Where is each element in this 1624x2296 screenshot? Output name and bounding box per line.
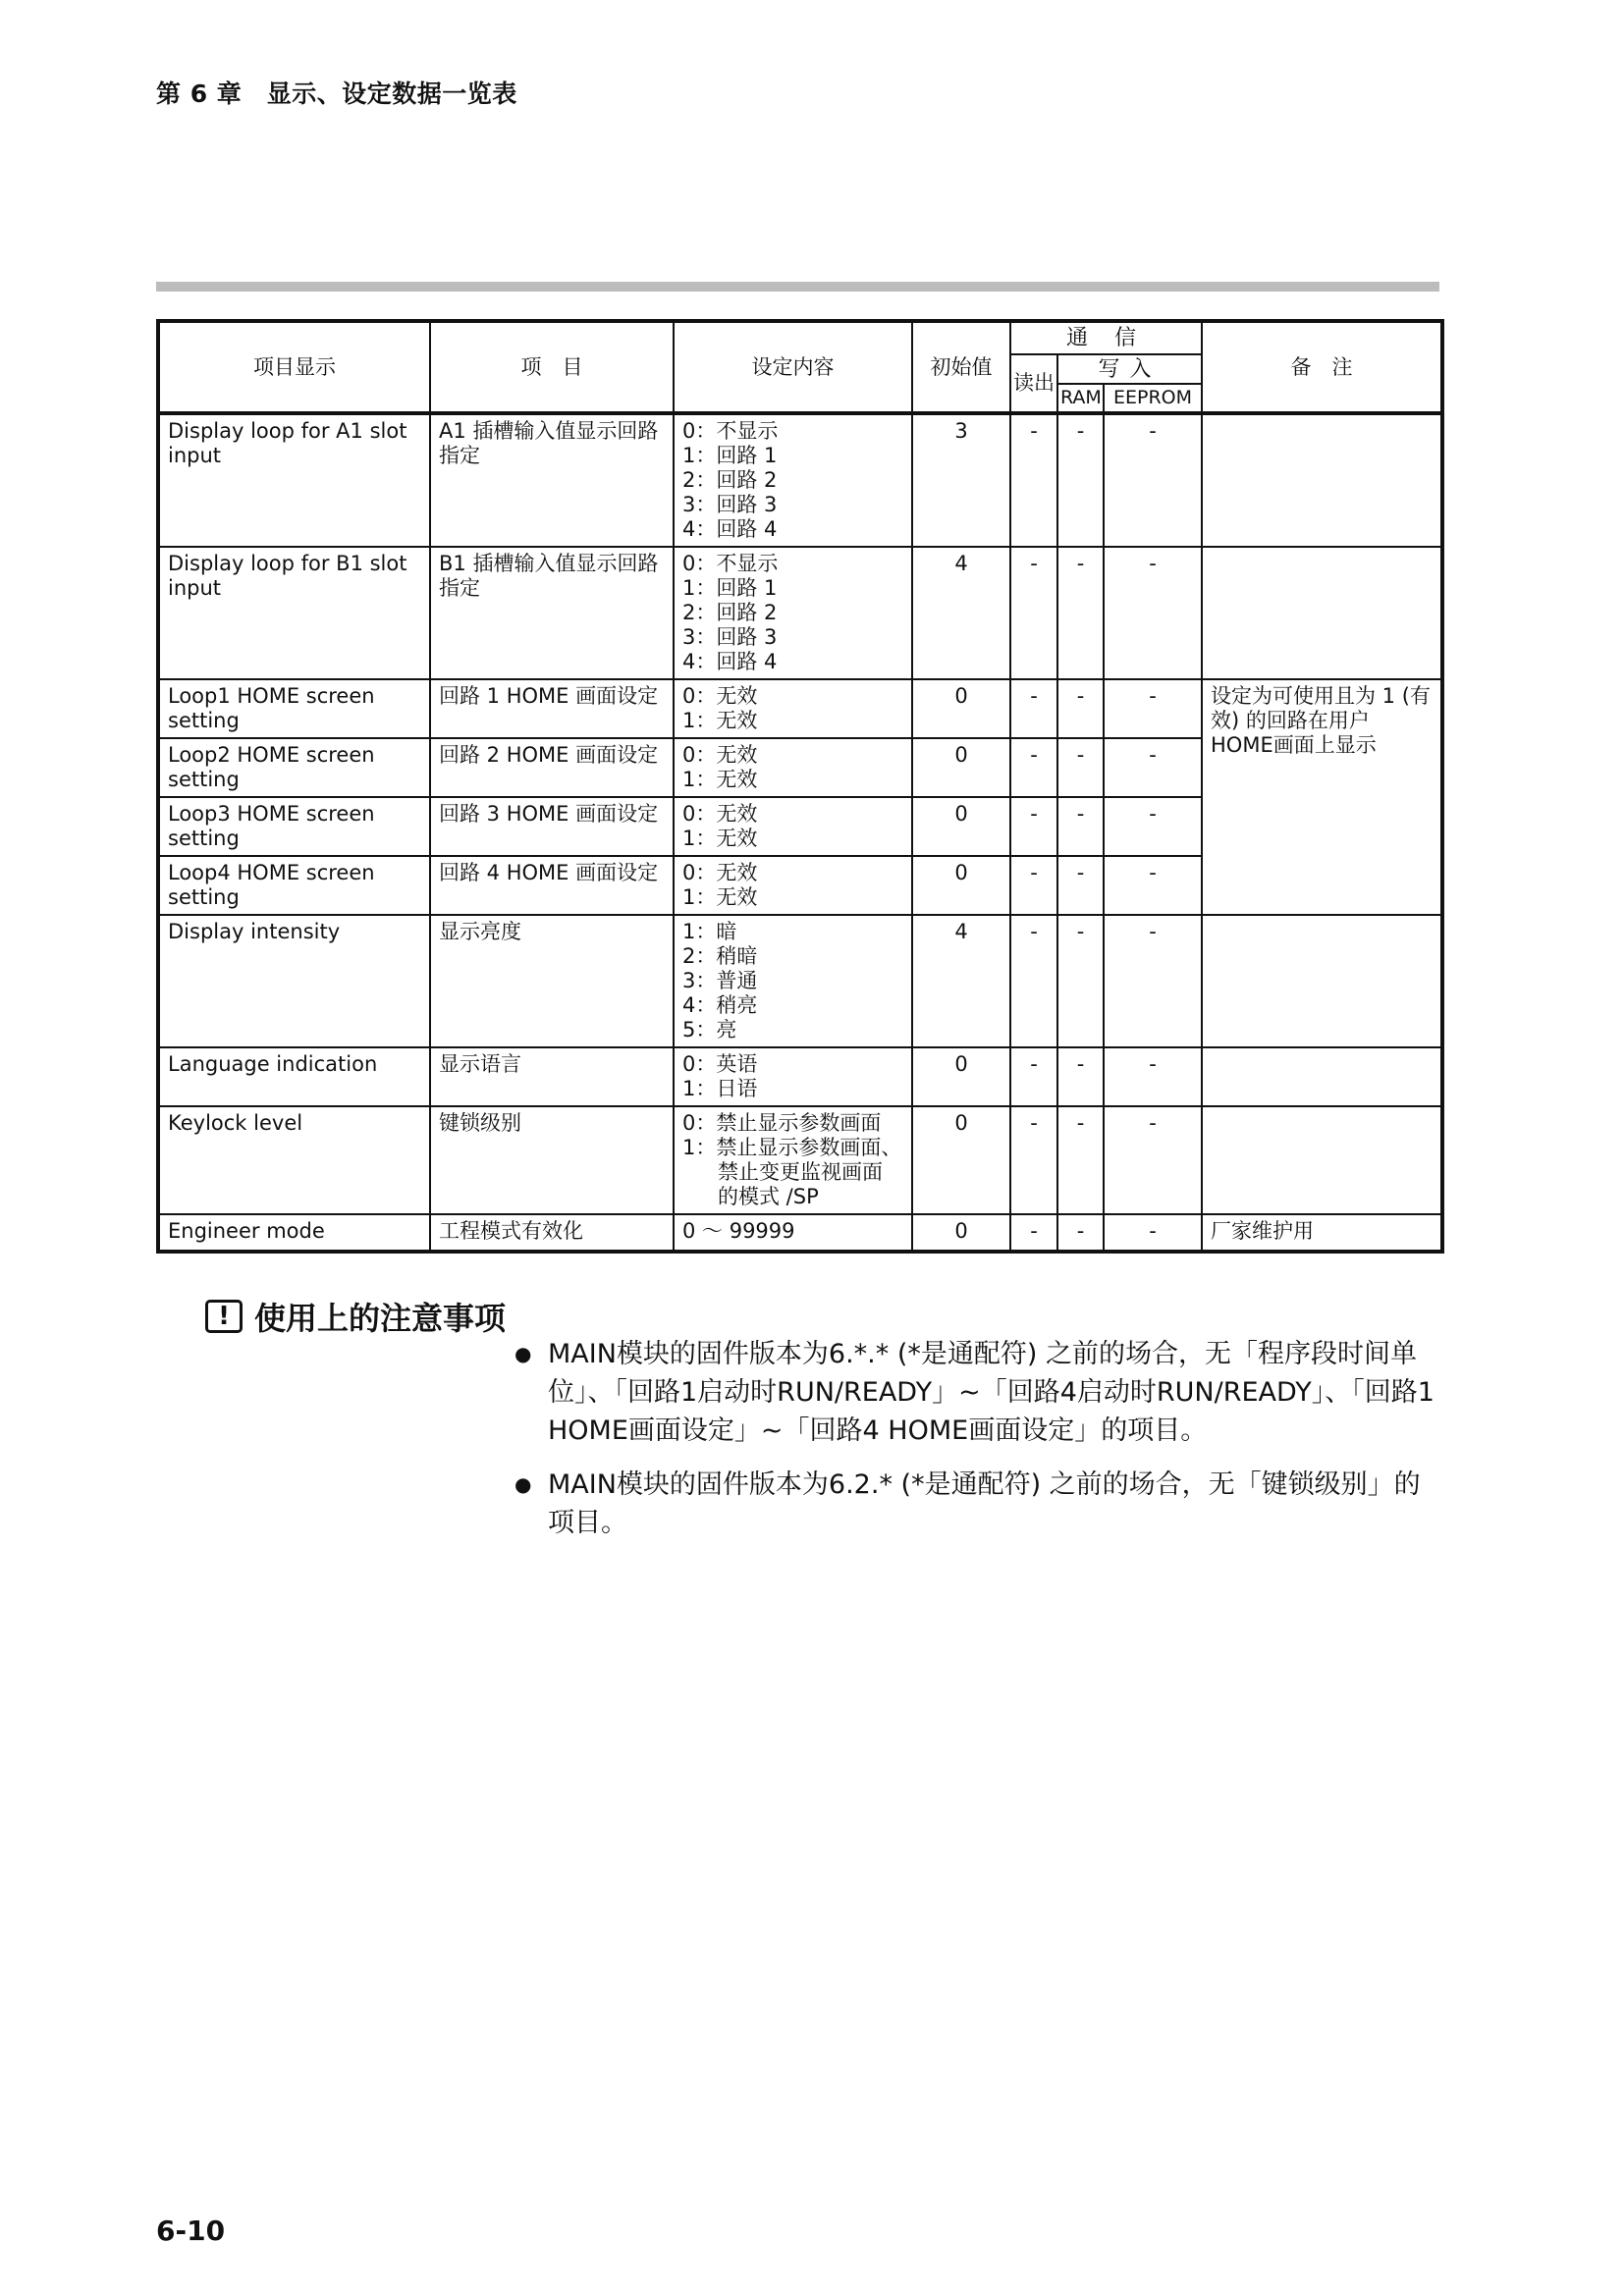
- option-line: 1：无效: [682, 768, 758, 791]
- option-line: 1：回路 1: [682, 444, 778, 467]
- header-write: 写入: [1057, 354, 1202, 384]
- header-item: 项 目: [430, 321, 674, 413]
- cell-display: Loop3 HOME screen setting: [158, 797, 430, 856]
- cell-ram: -: [1057, 1047, 1104, 1106]
- cell-ram: -: [1057, 413, 1104, 547]
- notes-title: 使用上的注意事项: [254, 1300, 507, 1337]
- table-row: [158, 915, 1442, 1047]
- cell-remarks: [1202, 547, 1442, 679]
- cell-options: [674, 1047, 912, 1106]
- cell-eeprom: -: [1104, 1214, 1202, 1252]
- cell-display: Display intensity: [158, 915, 430, 1047]
- cell-options: [674, 797, 912, 856]
- note-text: MAIN模块的固件版本为6.2.* (*是通配符) 之前的场合，无「键锁级别」的项目。: [548, 1469, 1421, 1538]
- option-line: 0：无效: [682, 684, 758, 708]
- cell-options: [674, 547, 912, 679]
- settings-table: [156, 319, 1444, 1254]
- option-line: 3：回路 3: [682, 625, 778, 649]
- cell-display: Display loop for B1 slot input: [158, 547, 430, 679]
- option-line: 1：禁止显示参数画面、: [682, 1136, 902, 1159]
- note-text: MAIN模块的固件版本为6.*.* (*是通配符) 之前的场合，无「程序段时间单位」、「回路1启动时RUN/READY」~「回路4启动时RUN/READY」、「回路1 HOME画面设定」~「回路4 HOME画面设定」的项目。: [548, 1339, 1435, 1446]
- option-line: 禁止变更监视画面: [718, 1160, 883, 1184]
- cell-item: 显示亮度: [430, 915, 674, 1047]
- cell-read: -: [1010, 797, 1057, 856]
- option-line: 5：亮: [682, 1018, 737, 1041]
- list-item: [511, 1466, 1443, 1542]
- cell-options: [674, 738, 912, 797]
- notes-heading: [205, 1294, 506, 1339]
- cell-display: Display loop for A1 slot input: [158, 413, 430, 547]
- cell-eeprom: -: [1104, 738, 1202, 797]
- option-line: 1：暗: [682, 920, 737, 943]
- option-line: 2：回路 2: [682, 468, 778, 492]
- option-line: 4：回路 4: [682, 517, 778, 541]
- section-divider: [156, 282, 1439, 292]
- cell-options: [674, 1214, 912, 1252]
- cell-item: 显示语言: [430, 1047, 674, 1106]
- cell-initial: 0: [912, 679, 1010, 738]
- cell-read: -: [1010, 1047, 1057, 1106]
- option-line: 3：回路 3: [682, 493, 778, 516]
- exclamation-icon: !: [205, 1300, 243, 1333]
- chapter-header: 第 6 章 显示、设定数据一览表: [156, 80, 517, 108]
- cell-initial: 4: [912, 547, 1010, 679]
- cell-display: Language indication: [158, 1047, 430, 1106]
- cell-display: Engineer mode: [158, 1214, 430, 1252]
- header-ram: RAM: [1057, 384, 1104, 413]
- cell-eeprom: -: [1104, 679, 1202, 738]
- cell-ram: -: [1057, 547, 1104, 679]
- cell-ram: -: [1057, 738, 1104, 797]
- cell-initial: 0: [912, 856, 1010, 915]
- cell-ram: -: [1057, 856, 1104, 915]
- option-line: 4：稍亮: [682, 993, 758, 1017]
- cell-display: Loop1 HOME screen setting: [158, 679, 430, 738]
- cell-remarks-home: 设定为可使用且为 1 (有效) 的回路在用户 HOME画面上显示: [1202, 679, 1442, 915]
- cell-initial: 0: [912, 738, 1010, 797]
- cell-eeprom: -: [1104, 856, 1202, 915]
- cell-initial: 0: [912, 1214, 1010, 1252]
- cell-eeprom: -: [1104, 413, 1202, 547]
- cell-initial: 0: [912, 797, 1010, 856]
- bullet-icon: ●: [514, 1342, 532, 1365]
- cell-eeprom: -: [1104, 547, 1202, 679]
- cell-item: 键锁级别: [430, 1106, 674, 1214]
- cell-eeprom: -: [1104, 1106, 1202, 1214]
- cell-options: [674, 915, 912, 1047]
- cell-remarks: [1202, 413, 1442, 547]
- option-line: 0：不显示: [682, 552, 779, 575]
- table-row: [158, 413, 1442, 547]
- header-display: 项目显示: [158, 321, 430, 413]
- option-line: 0：无效: [682, 802, 758, 826]
- cell-item: 回路 4 HOME 画面设定: [430, 856, 674, 915]
- cell-item: 回路 3 HOME 画面设定: [430, 797, 674, 856]
- option-line: 2：回路 2: [682, 601, 778, 624]
- option-line: 0：禁止显示参数画面: [682, 1111, 882, 1135]
- option-line: 1：无效: [682, 827, 758, 850]
- cell-read: -: [1010, 547, 1057, 679]
- cell-remarks: [1202, 915, 1442, 1047]
- notes-list: [511, 1335, 1443, 1558]
- cell-options: [674, 1106, 912, 1214]
- cell-remarks-engineer: 厂家维护用: [1202, 1214, 1442, 1252]
- cell-item: 回路 1 HOME 画面设定: [430, 679, 674, 738]
- header-comm: 通 信: [1010, 321, 1202, 354]
- cell-read: -: [1010, 413, 1057, 547]
- cell-item: 回路 2 HOME 画面设定: [430, 738, 674, 797]
- cell-ram: -: [1057, 1214, 1104, 1252]
- table-row: [158, 547, 1442, 679]
- header-eeprom: EEPROM: [1104, 384, 1202, 413]
- cell-options: [674, 679, 912, 738]
- cell-item: B1 插槽输入值显示回路指定: [430, 547, 674, 679]
- list-item: [511, 1335, 1443, 1450]
- table-row: [158, 1214, 1442, 1252]
- cell-initial: 4: [912, 915, 1010, 1047]
- option-line: 3：普通: [682, 969, 758, 992]
- cell-read: -: [1010, 1214, 1057, 1252]
- cell-read: -: [1010, 915, 1057, 1047]
- cell-eeprom: -: [1104, 915, 1202, 1047]
- option-line: 0：无效: [682, 861, 758, 884]
- cell-read: -: [1010, 738, 1057, 797]
- option-line: 1：无效: [682, 885, 758, 909]
- option-line: 4：回路 4: [682, 650, 778, 673]
- cell-initial: 3: [912, 413, 1010, 547]
- option-line: 1：无效: [682, 709, 758, 732]
- bullet-icon: ●: [514, 1472, 532, 1496]
- cell-item: 工程模式有效化: [430, 1214, 674, 1252]
- cell-read: -: [1010, 1106, 1057, 1214]
- cell-display: Keylock level: [158, 1106, 430, 1214]
- option-line: 2：稍暗: [682, 944, 758, 968]
- cell-ram: -: [1057, 915, 1104, 1047]
- cell-eeprom: -: [1104, 1047, 1202, 1106]
- table-row: [158, 1047, 1442, 1106]
- header-read: 读出: [1010, 354, 1057, 413]
- option-line: 0 ～ 99999: [682, 1219, 795, 1243]
- cell-remarks: [1202, 1047, 1442, 1106]
- cell-read: -: [1010, 856, 1057, 915]
- option-line: 1：日语: [682, 1077, 758, 1100]
- cell-initial: 0: [912, 1047, 1010, 1106]
- cell-eeprom: -: [1104, 797, 1202, 856]
- option-line: 0：无效: [682, 743, 758, 767]
- header-initial: 初始值: [912, 321, 1010, 413]
- table-row: [158, 1106, 1442, 1214]
- cell-initial: 0: [912, 1106, 1010, 1214]
- option-line: 0：不显示: [682, 419, 779, 443]
- cell-item: A1 插槽输入值显示回路指定: [430, 413, 674, 547]
- cell-ram: -: [1057, 679, 1104, 738]
- cell-ram: -: [1057, 797, 1104, 856]
- header-content: 设定内容: [674, 321, 912, 413]
- option-line: 的模式 /SP: [718, 1185, 819, 1208]
- cell-read: -: [1010, 679, 1057, 738]
- cell-options: [674, 856, 912, 915]
- cell-options: [674, 413, 912, 547]
- page-number: 6-10: [156, 2215, 226, 2247]
- cell-display: Loop4 HOME screen setting: [158, 856, 430, 915]
- cell-remarks: [1202, 1106, 1442, 1214]
- option-line: 1：回路 1: [682, 576, 778, 600]
- option-line: 0：英语: [682, 1052, 758, 1076]
- table-row: [158, 679, 1442, 738]
- header-remarks: 备 注: [1202, 321, 1442, 413]
- cell-display: Loop2 HOME screen setting: [158, 738, 430, 797]
- cell-ram: -: [1057, 1106, 1104, 1214]
